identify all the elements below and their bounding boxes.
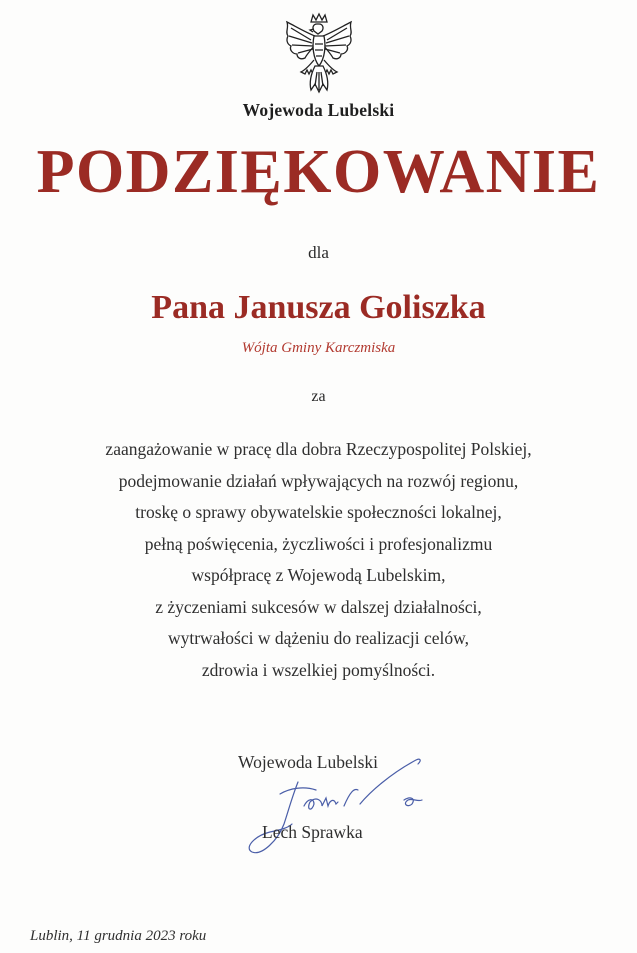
body-line: zaangażowanie w pracę dla dobra Rzeczypospolitej Polskiej, (105, 439, 532, 459)
place-and-date: Lublin, 11 grudnia 2023 roku (30, 928, 207, 944)
issuer-heading: Wojewoda Lubelski (242, 100, 395, 120)
for-what-word: za (311, 388, 326, 405)
body-line: podejmowanie działań wpływających na rozwój regionu, (118, 470, 519, 491)
signatory-title: Wojewoda Lubelski (238, 752, 379, 772)
white-eagle-emblem-icon (279, 12, 359, 96)
acknowledgement-text (0, 434, 637, 686)
body-line: troskę o sprawy obywatelskie społeczności lokalnej, (135, 502, 502, 522)
body-line: z życzeniami sukcesów w dalszej działalności, (155, 596, 482, 617)
handwritten-signature (240, 752, 440, 864)
for-word: dla (308, 243, 329, 262)
body-line: pełną poświęcenia, życzliwości i profesjonalizmu (144, 533, 493, 554)
document-title: PODZIĘKOWANIE (36, 138, 601, 206)
body-line: współpracę z Wojewodą Lubelskim, (191, 565, 446, 585)
body-line: zdrowia i wszelkiej pomyślności. (201, 659, 436, 680)
recipient-role: Wójta Gminy Karczmiska (241, 340, 396, 356)
body-line: wytrwałości w dążeniu do realizacji celów, (167, 628, 470, 648)
signatory-name: Lech Sprawka (262, 822, 363, 842)
recipient-name: Pana Janusza Goliszka (151, 289, 486, 326)
